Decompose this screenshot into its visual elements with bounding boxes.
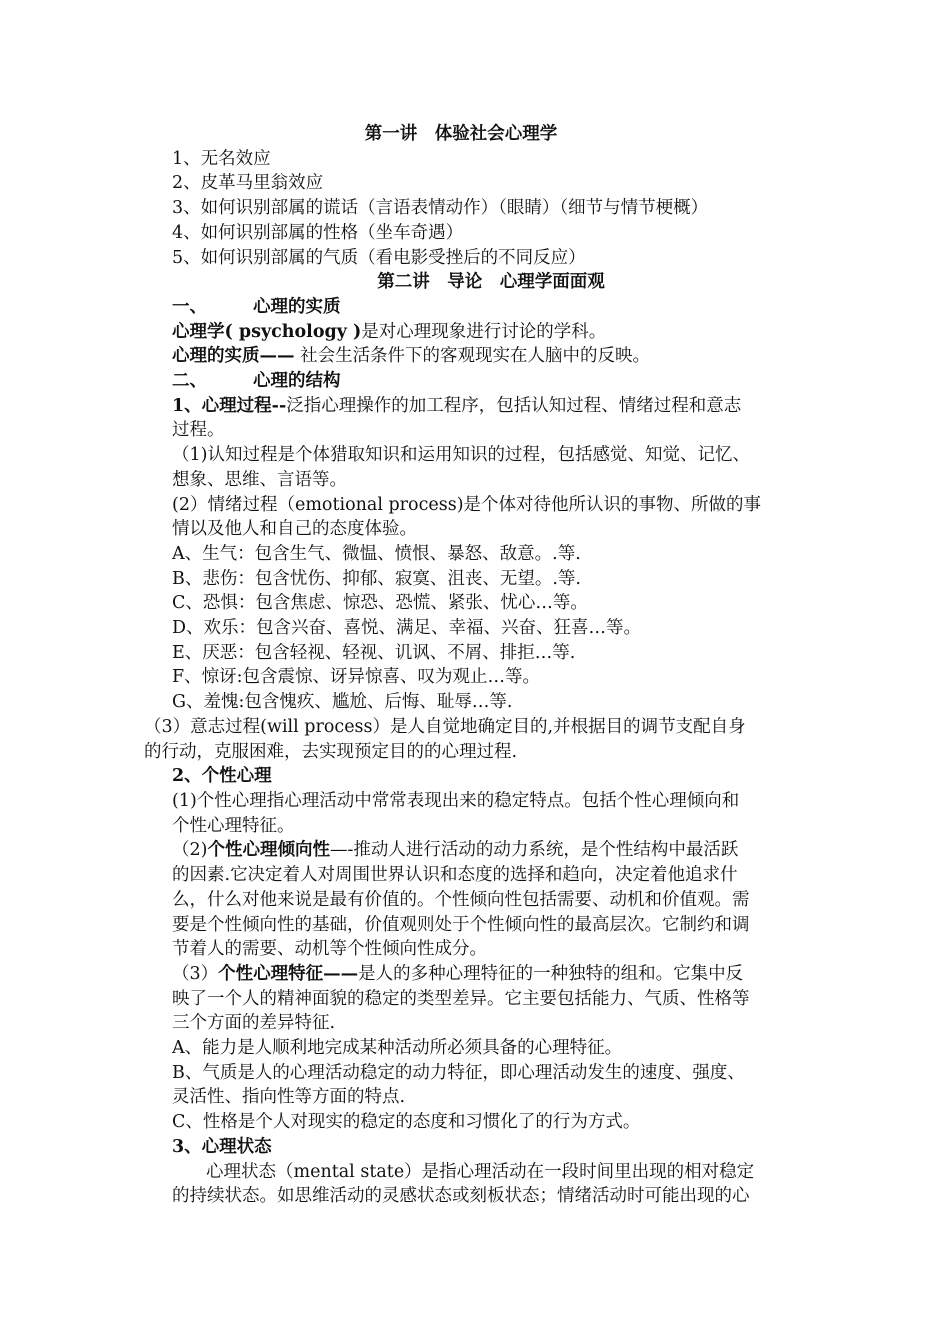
personality-line: 节着人的需要、动机等个性倾向性成分。 xyxy=(172,939,487,960)
definition-term: 心理学( psychology ) xyxy=(172,321,362,342)
definition-text: 是对心理现象进行讨论的学科。 xyxy=(361,321,607,342)
section2-title: 心理的结构 xyxy=(253,371,341,392)
emotion-item: G、羞愧:包含愧疚、尴尬、后悔、耻辱…等. xyxy=(172,692,513,713)
list-item: 3、如何识别部属的谎话（言语表情动作）（眼睛）（细节与情节梗概） xyxy=(172,198,709,219)
state-line: 心理状态（mental state）是指心理活动在一段时间里出现的相对稳定 xyxy=(206,1161,755,1182)
section2-number: 二、 xyxy=(172,371,207,392)
personality-trait-term: 个性心理特征—— xyxy=(218,963,359,984)
section1-heading xyxy=(172,295,810,320)
paragraph-text: —-推动人进行活动的动力系统，是个性结构中最活跃 xyxy=(329,840,739,861)
personality-line: 三个方面的差异特征. xyxy=(172,1013,336,1034)
cognition-line: （1)认知过程是个体猎取知识和运用知识的过程，包括感觉、知觉、记忆、 xyxy=(172,445,750,466)
emotion-item: C、恐惧：包含焦虑、惊恐、恐慌、紧张、忧心…等。 xyxy=(172,593,588,614)
emotion-item: B、悲伤：包含忧伤、抑郁、寂寞、沮丧、无望。.等. xyxy=(172,568,581,589)
personality-line: 个性心理特征。 xyxy=(172,815,295,836)
section1-title: 心理的实质 xyxy=(253,296,341,317)
list-item: 4、如何识别部属的性格（坐车奇遇） xyxy=(172,222,464,243)
personality-trait-line xyxy=(172,962,810,987)
list-item: 1、无名效应 xyxy=(172,148,271,169)
emotion-line: (2）情绪过程（emotional process)是个体对待他所认识的事物、所做的事 xyxy=(172,494,762,515)
personality-tendency-term: 个性心理倾向性 xyxy=(207,840,330,861)
item-prefix: （2) xyxy=(172,840,208,861)
state-line: 的持续状态。如思维活动的灵感状态或刻板状态；情绪活动时可能出现的心 xyxy=(172,1186,750,1207)
personality-line: 么，什么对他来说是最有价值的。个性倾向性包括需要、动机和价值观。需 xyxy=(172,889,750,910)
process-text: 泛指心理操作的加工程序，包括认知过程、情绪过程和意志 xyxy=(286,395,742,416)
paragraph-text: 是人的多种心理特征的一种独特的组和。它集中反 xyxy=(358,963,744,984)
will-line: （3）意志过程(will process）是人自觉地确定目的,并根据目的调节支配自身 xyxy=(144,716,746,737)
item-prefix: （3） xyxy=(172,963,219,984)
cognition-line: 想象、思维、言语等。 xyxy=(172,469,347,490)
state-heading: 3、心理状态 xyxy=(172,1136,272,1157)
list-item: 2、皮革马里翁效应 xyxy=(172,173,324,194)
trait-item: 灵活性、指向性等方面的特点. xyxy=(172,1087,406,1108)
definition-text: 社会生活条件下的客观现实在人脑中的反映。 xyxy=(294,346,651,367)
process-paragraph-cont: 过程。 xyxy=(172,420,225,441)
process-paragraph xyxy=(172,394,810,419)
list-item: 5、如何识别部属的气质（看电影受挫后的不同反应） xyxy=(172,247,586,268)
personality-heading: 2、个性心理 xyxy=(172,766,272,787)
will-line: 的行动，克服困难，去实现预定目的的心理过程. xyxy=(144,741,518,762)
trait-item: A、能力是人顺利地完成某种活动所必须具备的心理特征。 xyxy=(172,1038,623,1059)
emotion-line: 情以及他人和自己的态度体验。 xyxy=(172,519,417,540)
definition-term: 心理的实质—— xyxy=(172,346,295,367)
emotion-item: A、生气：包含生气、微愠、愤恨、暴怒、敌意。.等. xyxy=(172,543,581,564)
personality-line: 的因素.它决定着人对周围世界认识和态度的选择和趋向，决定着他追求什 xyxy=(172,865,738,886)
definition-essence xyxy=(172,344,810,369)
emotion-item: E、厌恶：包含轻视、轻视、讥讽、不屑、排拒…等. xyxy=(172,642,576,663)
process-term: 1、心理过程-- xyxy=(172,395,287,416)
emotion-item: F、惊讶:包含震惊、讶异惊喜、叹为观止…等。 xyxy=(172,667,541,688)
emotion-item: D、欢乐：包含兴奋、喜悦、满足、幸福、兴奋、狂喜…等。 xyxy=(172,618,642,639)
personality-line: 要是个性倾向性的基础，价值观则处于个性倾向性的最高层次。它制约和调 xyxy=(172,914,750,935)
personality-tendency-line xyxy=(172,838,810,863)
section2-heading xyxy=(172,369,810,394)
trait-item: B、气质是人的心理活动稳定的动力特征，即心理活动发生的速度、强度、 xyxy=(172,1062,745,1083)
personality-line: (1)个性心理指心理活动中常常表现出来的稳定特点。包括个性心理倾向和 xyxy=(172,790,740,811)
trait-item: C、性格是个人对现实的稳定的态度和习惯化了的行为方式。 xyxy=(172,1112,641,1133)
personality-line: 映了一个人的精神面貌的稳定的类型差异。它主要包括能力、气质、性格等 xyxy=(172,988,750,1009)
definition-psychology xyxy=(172,320,810,345)
lecture1-title: 第一讲 体验社会心理学 xyxy=(364,124,558,144)
lecture2-title: 第二讲 导论 心理学面面观 xyxy=(377,272,605,293)
section1-number: 一、 xyxy=(172,296,207,317)
